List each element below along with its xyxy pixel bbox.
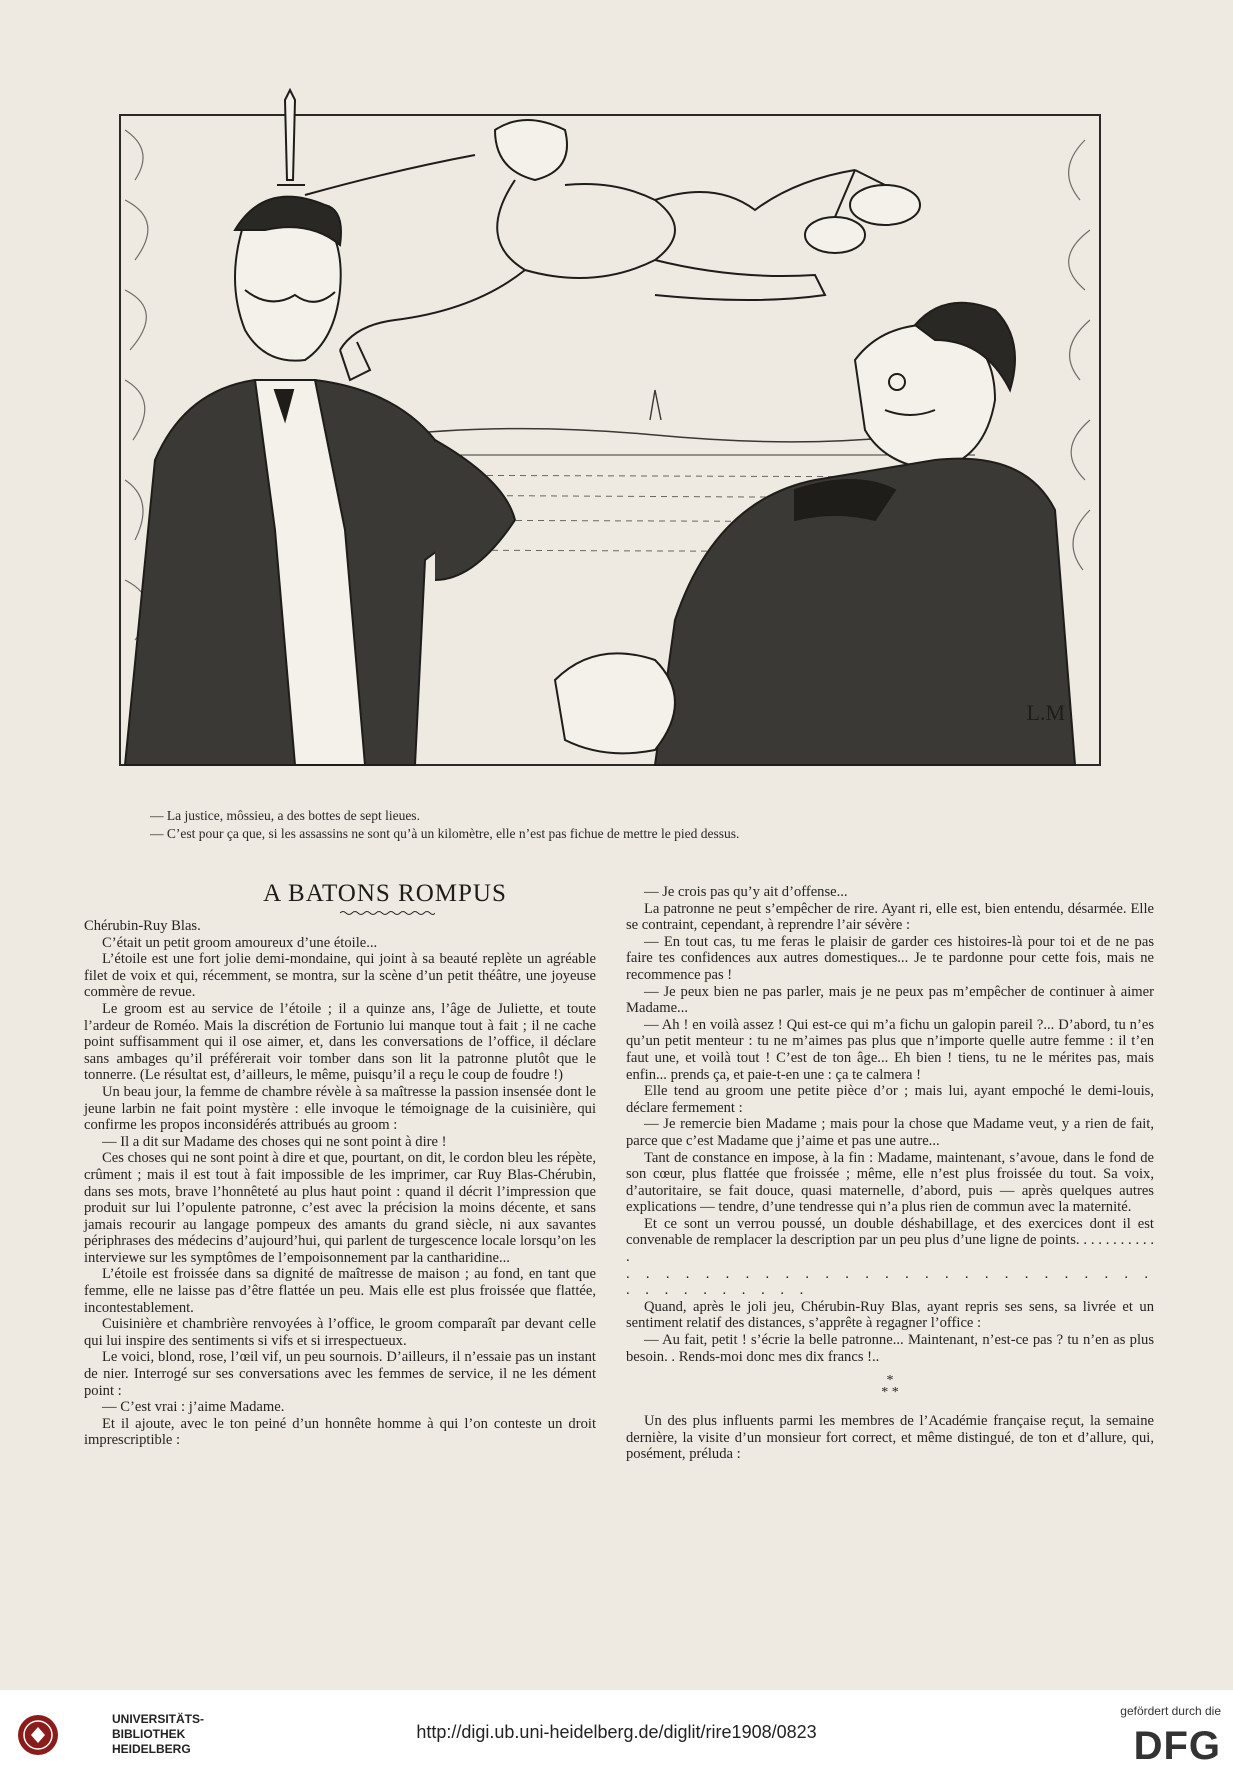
paragraph: — Au fait, petit ! s’écrie la belle patronne... Maintenant, n’est-ce pas ? tu n’en as plus besoin. . Rends-moi donc mes dix francs !.. bbox=[626, 1332, 1154, 1365]
illustration-caption bbox=[150, 807, 1050, 843]
paragraph: Ces choses qui ne sont point à dire et que, pourtant, on dit, le cordon bleu les répète, crûment ; mais il est tout à fait impossible de les imprimer, car Ruy Blas-Chérubin, dans ses mots, brave l’honnêteté au plus haut point : quand il décrit l’impression que produit sur lui l’opulente patronne, c’est avec la précision la moins décente, et sans jamais recourir au langage pompeux des amants du grand siècle, ni aux savantes périphrases des médecins d’aujourd’hui, qui parlent de turgescence locale lorsqu’on les interviewe sur les symptômes de l’empoisonnement par la cantharidine... bbox=[84, 1150, 596, 1266]
paragraph: — Je crois pas qu’y ait d’offense... bbox=[644, 884, 848, 900]
paragraph: Tant de constance en impose, à la fin : Madame, maintenant, s’avoue, dans le fond de son cœur, plus flattée que froissée ; même, elle n’est plus froissée du tout. Sa voix, d’autoritaire, se fait douce, quasi maternelle, d’abord, puis — après quelques autres explications — tendre, d’une tendresse qui n’a plus rien de commun avec la maternité. bbox=[626, 1149, 1154, 1216]
dotted-line: . . . . . . . . . . . . . . . . . . . . . . . . . . . . . . . . . . . . . bbox=[626, 1265, 1154, 1299]
caption-line: — La justice, môssieu, a des bottes de sept lieues. bbox=[150, 808, 420, 823]
paragraph: Le groom est au service de l’étoile ; il a quinze ans, l’âge de Juliette, et toute l’ardeur de Roméo. Mais la discrétion de Fortunio lui manque tout à fait ; il ne cache point suffisamment qui il ose aimer, et, dans les conversations de l’office, il déclare sans ambages qu’il préférerait voir tomber dans son lit la patronne plutôt que le tonnerre. (Le résultat est, d’ailleurs, le même, puisqu’il a reçu le coup de foudre !) bbox=[84, 1000, 596, 1084]
paragraph: Chérubin-Ruy Blas. bbox=[84, 918, 201, 934]
library-name-line: UNIVERSITÄTS- bbox=[112, 1712, 205, 1726]
paragraph: — Il a dit sur Madame des choses qui ne sont point à dire ! bbox=[102, 1133, 447, 1150]
paragraph: L’étoile est froissée dans sa dignité de maîtresse de maison ; au fond, en tant que femme, elle ne laisse pas d’être flattée un peu. Mais elle est plus froissée que flattée, incontestablement. bbox=[84, 1266, 596, 1316]
caption-line: — C’est pour ça que, si les assassins ne sont qu’à un kilomètre, elle n’est pas fichue de mettre le pied dessus. bbox=[150, 826, 740, 841]
paragraph: — En tout cas, tu me feras le plaisir de garder ces histoires-là pour toi et de ne pas faire tes confidences aux autres domestiques... Je te pardonne pour cette fois, mais ne recommence pas ! bbox=[626, 933, 1154, 983]
paragraph: Elle tend au groom une petite pièce d’or ; mais lui, ayant empoché le demi-louis, déclare fermement : bbox=[626, 1083, 1154, 1116]
paragraph: — C’est vrai : j’aime Madame. bbox=[102, 1399, 285, 1416]
paragraph: L’étoile est une fort jolie demi-mondaine, qui joint à sa beauté replète un agréable filet de voix et qui, récemment, se montra, sur la scène d’un petit théâtre, une joyeuse commère de revue. bbox=[84, 951, 596, 1001]
article-title: A BATONS ROMPUS bbox=[263, 880, 507, 907]
cartoon-illustration bbox=[95, 60, 1145, 800]
article-column-right bbox=[626, 884, 1154, 1463]
footer-bar bbox=[0, 1690, 1233, 1777]
paragraph: Cuisinière et chambrière renvoyées à l’office, le groom comparaît par devant celle qui lui inspire des sentiments si vifs et si irrespectueux. bbox=[84, 1316, 596, 1349]
paragraph: Un des plus influents parmi les membres de l’Académie française reçut, la semaine dernière, la visite d’un monsieur fort correct, et même distingué, de ton et d’allure, qui, posément, préluda : bbox=[626, 1413, 1154, 1463]
paragraph: — Je peux bien ne pas parler, mais je ne peux pas m’empêcher de continuer à aimer Madame... bbox=[626, 983, 1154, 1017]
asterism-divider: * * * bbox=[881, 1373, 899, 1401]
paragraph: Un beau jour, la femme de chambre révèle à sa maîtresse la passion insensée dont le jeune larbin ne fait point mystère : elle invoque le témoignage de la cuisinière, qui confirme les propos inconsidérés attribués au groom : bbox=[84, 1083, 596, 1134]
paragraph: Quand, après le joli jeu, Chérubin-Ruy Blas, ayant repris ses sens, sa livrée et un sentiment relatif des distances, s’apprête à regagner l’office : bbox=[626, 1298, 1154, 1332]
paragraph: — Je remercie bien Madame ; mais pour la chose que Madame veut, y a rien de fait, parce que c’est Madame que j’aime et pas une autre... bbox=[626, 1116, 1154, 1149]
paragraph: — Ah ! en voilà assez ! Qui est-ce qui m’a fichu un galopin pareil ?... D’abord, tu n’es qu’un petit menteur : tu ne m’aimes pas plus que n’importe quelle autre femme : il t’en faut une, et voilà tout ! C’est de ton âge... Eh bien ! tiens, tu ne le mérites pas, mais enfin... prends ça, et paie-t-en une : ça te calmera ! bbox=[626, 1016, 1154, 1083]
title-ornament bbox=[340, 910, 435, 916]
artist-signature: L.M bbox=[1026, 700, 1065, 725]
paragraph: Et il ajoute, avec le ton peiné d’un honnête homme à qui l’on conteste un droit imprescriptible : bbox=[84, 1415, 596, 1449]
dfg-logo: DFG bbox=[1133, 1724, 1221, 1768]
funded-by-label: gefördert durch die bbox=[1120, 1704, 1221, 1718]
library-name-line: HEIDELBERG bbox=[112, 1742, 191, 1756]
paragraph: Le voici, blond, rose, l’œil vif, un peu sournois. D’ailleurs, il n’essaie pas un instant de nier. Interrogé sur ses conversations avec les femmes de service, il ne les dément point : bbox=[84, 1349, 596, 1399]
paragraph: Et ce sont un verrou poussé, un double déshabillage, et des exercices dont il est convenable de remplacer la description par un peu plus d’une ligne de points. . . . . . . . . . . . bbox=[626, 1215, 1154, 1266]
library-name-line: BIBLIOTHEK bbox=[112, 1727, 186, 1741]
paragraph: C’était un petit groom amoureux d’une étoile... bbox=[102, 934, 378, 951]
permalink-url[interactable]: http://digi.ub.uni-heidelberg.de/diglit/rire1908/0823 bbox=[416, 1722, 817, 1742]
article-column-left bbox=[84, 918, 596, 1449]
paragraph: La patronne ne peut s’empêcher de rire. Ayant ri, elle est, bien entendu, désarmée. Elle se contraint, cependant, à reprendre l’air sévère : bbox=[626, 900, 1154, 934]
